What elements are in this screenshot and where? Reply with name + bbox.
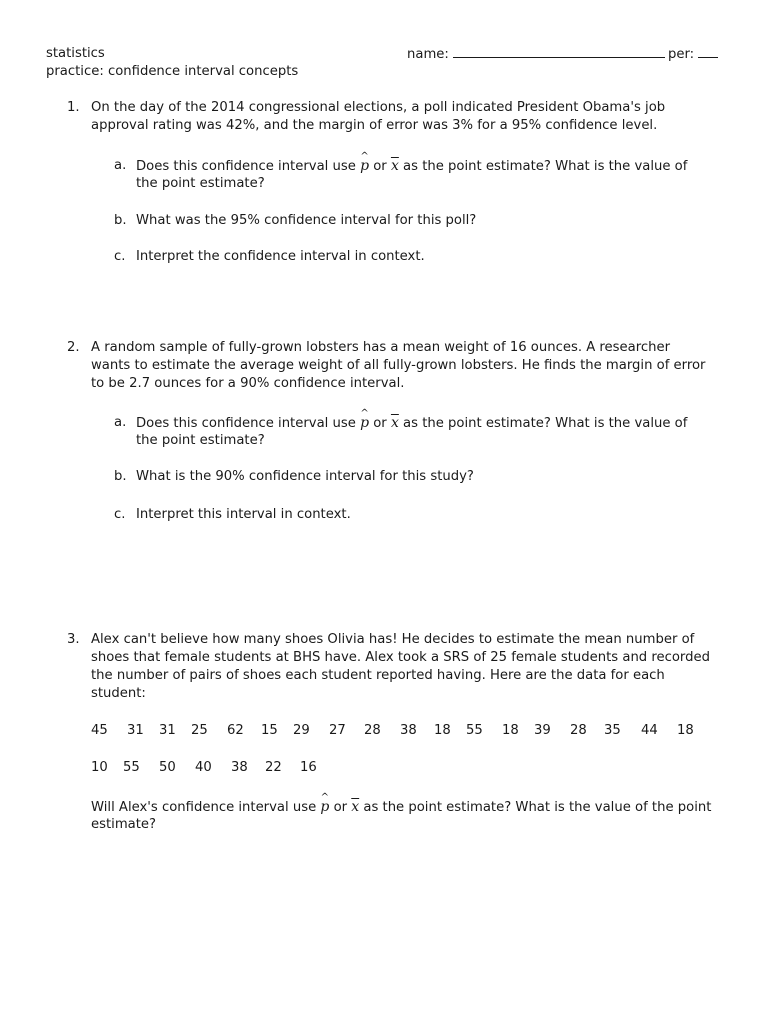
data-value: 22 [265, 760, 282, 775]
q1a-text: Does this confidence interval use ^ p or $\overline{x}$ as the point estimate? What is the value of [136, 157, 687, 176]
data-value: 31 [159, 723, 176, 738]
data-value: 25 [191, 723, 208, 738]
period-blank[interactable] [698, 45, 718, 58]
data-value: 29 [293, 723, 310, 738]
q2-line: to be 2.7 ounces for a 90% confidence interval. [91, 376, 405, 391]
q3-line: shoes that female students at BHS have. Alex took a SRS of 25 female students and recorded [91, 650, 710, 665]
data-value: 10 [91, 760, 108, 775]
q2a-text-cont: the point estimate? [136, 433, 265, 448]
q1b-text: What was the 95% confidence interval for this poll? [136, 213, 477, 228]
q1b-label: b. [114, 213, 127, 228]
x-bar-symbol: $\overline{x}$ [390, 158, 399, 174]
x-bar-symbol: $\overline{x}$ [390, 415, 399, 431]
q2a-text: Does this confidence interval use ^ p or $\overline{x}$ as the point estimate? What is the value of [136, 414, 687, 433]
p-hat-symbol: ^ p [360, 157, 369, 175]
data-value: 40 [195, 760, 212, 775]
data-value: 27 [329, 723, 346, 738]
q1-line: approval rating was 42%, and the margin of error was 3% for a 95% confidence level. [91, 118, 658, 133]
q2-number: 2. [67, 340, 80, 355]
q1a-label: a. [114, 158, 127, 173]
q3-number: 3. [67, 632, 80, 647]
data-value: 35 [604, 723, 621, 738]
data-value: 28 [570, 723, 587, 738]
q3-follow-up: Will Alex's confidence interval use ^ p or $\overline{x}$ as the point estimate? What is the value of the point [91, 798, 711, 817]
data-value: 50 [159, 760, 176, 775]
q3-follow-up-cont: estimate? [91, 817, 157, 832]
name-field[interactable] [407, 45, 665, 64]
data-value: 18 [677, 723, 694, 738]
q3-line: student: [91, 686, 146, 701]
data-value: 39 [534, 723, 551, 738]
worksheet-subtitle: practice: confidence interval concepts [46, 64, 299, 79]
data-value: 18 [434, 723, 451, 738]
data-value: 18 [502, 723, 519, 738]
data-value: 45 [91, 723, 108, 738]
q1-line: On the day of the 2014 congressional elections, a poll indicated President Obama's job [91, 100, 666, 115]
data-value: 31 [127, 723, 144, 738]
data-value: 55 [466, 723, 483, 738]
data-value: 62 [227, 723, 244, 738]
p-hat-symbol: ^ p [320, 798, 329, 816]
q1a-text-cont: the point estimate? [136, 176, 265, 191]
data-value: 16 [300, 760, 317, 775]
period-field[interactable] [668, 45, 718, 64]
data-value: 28 [364, 723, 381, 738]
shoe-data-row-1 [91, 722, 731, 740]
name-label: name: [407, 47, 449, 62]
course-title: statistics [46, 46, 105, 61]
q3-line: the number of pairs of shoes each student reported having. Here are the data for each [91, 668, 665, 683]
q2c-label: c. [114, 507, 126, 522]
q2c-text: Interpret this interval in context. [136, 507, 351, 522]
q1c-label: c. [114, 249, 126, 264]
p-hat-symbol: ^ p [360, 414, 369, 432]
x-bar-symbol: $\overline{x}$ [351, 799, 360, 815]
q2-line: wants to estimate the average weight of all fully-grown lobsters. He finds the margin of error [91, 358, 706, 373]
data-value: 55 [123, 760, 140, 775]
shoe-data-row-2 [91, 759, 331, 777]
period-label: per: [668, 47, 695, 62]
q3-line: Alex can't believe how many shoes Olivia has! He decides to estimate the mean number of [91, 632, 695, 647]
data-value: 38 [400, 723, 417, 738]
name-blank[interactable] [453, 45, 665, 58]
data-value: 44 [641, 723, 658, 738]
q2b-label: b. [114, 469, 127, 484]
q2a-label: a. [114, 415, 127, 430]
data-value: 15 [261, 723, 278, 738]
q2-line: A random sample of fully-grown lobsters has a mean weight of 16 ounces. A researcher [91, 340, 670, 355]
q1-number: 1. [67, 100, 80, 115]
q1c-text: Interpret the confidence interval in context. [136, 249, 425, 264]
q2b-text: What is the 90% confidence interval for this study? [136, 469, 474, 484]
data-value: 38 [231, 760, 248, 775]
